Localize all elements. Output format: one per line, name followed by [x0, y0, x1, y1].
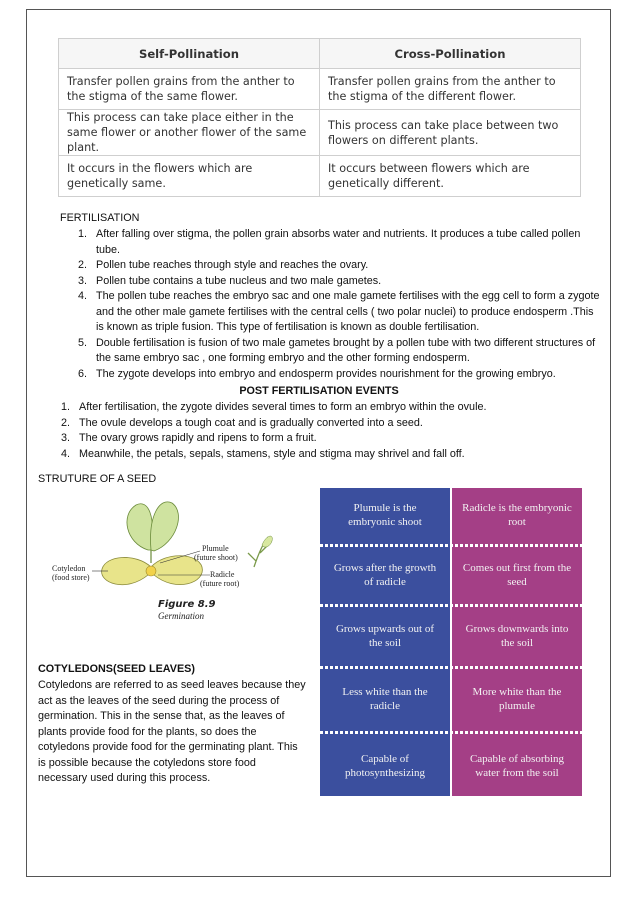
dotted-divider [320, 544, 582, 547]
list-item [78, 367, 601, 383]
list-item [78, 289, 601, 336]
list-number: 1. [78, 228, 88, 240]
label-food-store: (food store) [52, 573, 90, 582]
table-cell: It occurs in the flowers which are genetically same. [59, 156, 320, 197]
plumule-leaf-left [127, 504, 153, 550]
list-text: After falling over stigma, the pollen grain absorbs water and nutrients. It produces a tube called pollen tube. [96, 228, 581, 256]
radicle-column [452, 488, 582, 796]
list-item [78, 227, 601, 258]
list-item [78, 274, 601, 290]
radicle-cell: More white than the plumule [472, 686, 562, 712]
plumule-leaf-right [151, 502, 179, 551]
plumule-cell: Plumule is the embryonic shoot [348, 502, 422, 528]
table-header-row [59, 39, 581, 69]
radicle-cell: Capable of absorbing water from the soil [469, 753, 565, 779]
list-number: 3. [78, 274, 88, 287]
seed-structure-heading: STRUTURE OF A SEED [38, 473, 157, 485]
list-number: 4. [78, 290, 88, 302]
header-cross-pollination: Cross-Pollination [320, 39, 581, 69]
post-fertilisation-heading: POST FERTILISATION EVENTS [239, 385, 399, 397]
table-row [59, 156, 581, 197]
plumule-cell: Capable of photosynthesizing [344, 753, 426, 779]
list-text: The pollen tube reaches the embryo sac and one male gamete fertilises with the egg cell to form a zygote and the other male gamete fertilises with the central cells ( two polar nuclei) to produce endosperm .This is known as triple fusion. This type of fertilisation is known as double fertilisation. [96, 290, 600, 333]
label-cotyledon: Cotyledon [52, 564, 86, 573]
fertilisation-heading: FERTILISATION [60, 212, 140, 224]
list-item [61, 416, 599, 432]
list-text: Meanwhile, the petals, sepals, stamens, style and stigma may shrivel and fall off. [79, 447, 465, 460]
cotyledon-left [102, 557, 151, 584]
plumule-column [320, 488, 450, 796]
table-row [59, 69, 581, 110]
table-cell: Transfer pollen grains from the anther to the stigma of the different flower. [320, 69, 581, 110]
plumule-cell: Less white than the radicle [342, 686, 428, 712]
fertilisation-list [78, 227, 601, 382]
radicle-cell: Comes out first from the seed [462, 562, 572, 588]
list-text: Pollen tube reaches through style and reaches the ovary. [96, 259, 369, 271]
list-number: 6. [78, 367, 88, 380]
label-plumule: Plumule [202, 544, 229, 553]
list-item [61, 447, 599, 463]
list-item [78, 336, 601, 367]
figure-subcaption: Germination [158, 611, 204, 621]
radicle-cell: Radicle is the embryonic root [462, 502, 572, 528]
list-text: Pollen tube contains a tube nucleus and two male gametes. [96, 274, 382, 287]
dotted-divider [320, 604, 582, 607]
germination-figure [48, 495, 278, 625]
sprout-leaf [262, 536, 272, 547]
table-cell: It occurs between flowers which are genetically different. [320, 156, 581, 197]
label-radicle: Radicle [210, 570, 235, 579]
plumule-cell: Grows after the growth of radicle [333, 562, 437, 588]
table-cell: This process can take place between two flowers on different plants. [320, 110, 581, 156]
figure-caption: Figure 8.9 [158, 599, 216, 610]
cotyledons-paragraph: Cotyledons are referred to as seed leaves because they act as the leaves of the seed during the process of germination. This in the sense that, as the leaves of plants provide food for the plants, so does the cotyledons provide food for the germinating plant. This is possible because the cotyledons store food necessary used during this process. [38, 679, 306, 784]
list-number: 1. [61, 401, 71, 413]
dotted-divider [320, 666, 582, 669]
list-number: 4. [61, 447, 71, 460]
list-number: 3. [61, 432, 71, 444]
list-text: After fertilisation, the zygote divides several times to form an embryo within the ovule. [79, 401, 487, 413]
list-item [78, 258, 601, 274]
list-text: Double fertilisation is fusion of two male gametes brought by a pollen tube with two different structures of the same embryo sac , one forming embryo and the other forming endosperm. [96, 336, 596, 364]
dotted-divider [320, 731, 582, 734]
plumule-radicle-comparison [320, 488, 582, 796]
list-text: The ovary grows rapidly and ripens to form a fruit. [79, 432, 317, 444]
list-item [61, 431, 599, 447]
label-future-shoot: (future shoot) [194, 553, 238, 562]
table-row [59, 110, 581, 156]
table-cell: This process can take place either in the same flower or another flower of the same plant. [59, 110, 320, 156]
radicle-cell: Grows downwards into the soil [465, 623, 569, 649]
list-item [61, 400, 599, 416]
list-number: 5. [78, 336, 88, 349]
header-self-pollination: Self-Pollination [59, 39, 320, 69]
list-number: 2. [61, 416, 71, 429]
cotyledons-heading: COTYLEDONS(SEED LEAVES) [38, 663, 195, 675]
list-number: 2. [78, 259, 88, 271]
table-cell: Transfer pollen grains from the anther to the stigma of the same flower. [59, 69, 320, 110]
label-future-root: (future root) [200, 579, 240, 588]
post-fertilisation-list [61, 400, 599, 462]
pollination-comparison-table [58, 38, 581, 197]
embryo-axis [146, 566, 156, 576]
list-text: The ovule develops a tough coat and is gradually converted into a seed. [79, 416, 423, 429]
list-text: The zygote develops into embryo and endosperm provides nourishment for the growing embryo. [96, 367, 556, 380]
plumule-cell: Grows upwards out of the soil [335, 623, 435, 649]
